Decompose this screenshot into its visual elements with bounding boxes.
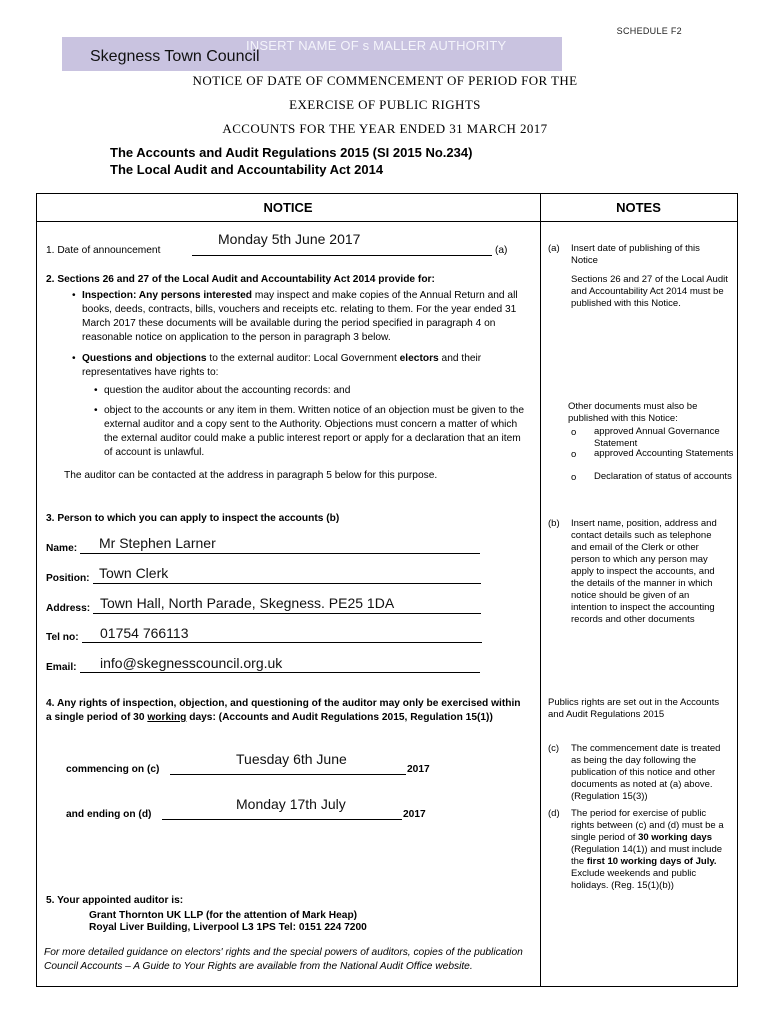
guidance-footer: For more detailed guidance on electors' rights and the special powers of auditors, copies of the publication Council Accounts – A Guide to Your Rights are available from the National Audit Office website. [44, 947, 523, 972]
auditor-name: Grant Thornton UK LLP (for the attention of Mark Heap) [89, 910, 358, 921]
item4-heading-b: days: (Accounts and Audit Regulations 2015, Regulation 15(1)) [186, 712, 493, 723]
note-doc2: approved Accounting Statements [594, 448, 734, 459]
ending-line [162, 819, 402, 820]
tel-label: Tel no: [46, 632, 79, 643]
note-d-bold1: 30 working days [638, 832, 712, 843]
authority-placeholder: INSERT NAME OF s MALLER AUTHORITY [246, 38, 507, 53]
note-doc1: approved Annual Governance Statement [594, 426, 720, 449]
tel-value[interactable]: 01754 766113 [100, 625, 189, 641]
commencing-line [170, 774, 406, 775]
note-doc3: Declaration of status of accounts [594, 471, 732, 482]
inspection-bold: Inspection: Any persons interested [82, 290, 253, 301]
bullet-icon: • [94, 405, 98, 416]
ending-date-value[interactable]: Monday 17th July [236, 796, 346, 812]
question-auditor-item [94, 384, 524, 398]
schedule-label: SCHEDULE F2 [616, 26, 682, 36]
item4-heading [46, 697, 526, 725]
note-c-tag: (c) [548, 743, 560, 754]
name-label: Name: [46, 543, 78, 554]
address-label: Address: [46, 603, 91, 614]
bullet-icon: • [94, 385, 98, 396]
ending-label: and ending on (d) [66, 809, 152, 820]
item5-heading: 5. Your appointed auditor is: [46, 895, 184, 906]
name-line [80, 553, 480, 554]
regulations-line2: The Local Audit and Accountability Act 2014 [110, 162, 384, 177]
questions-paragraph [72, 352, 530, 380]
notice-title-line3: ACCOUNTS FOR THE YEAR ENDED 31 MARCH 2017 [222, 121, 548, 136]
announcement-date-label: 1. Date of announcement [46, 245, 161, 256]
note-a-text: Insert date of publishing of this Notice [571, 243, 700, 266]
position-label: Position: [46, 573, 90, 584]
commencing-date-value[interactable]: Tuesday 6th June [236, 751, 347, 767]
column-divider [540, 193, 541, 986]
questions-bold: Questions and objections [82, 353, 207, 364]
email-value[interactable]: info@skegnesscouncil.org.uk [100, 655, 283, 671]
notes-column-header: NOTES [616, 200, 661, 215]
auditor-contact-note: The auditor can be contacted at the address in paragraph 5 below for this purpose. [64, 470, 438, 481]
announcement-date-ref: (a) [495, 245, 508, 256]
notice-title-line2: EXERCISE OF PUBLIC RIGHTS [289, 97, 481, 112]
ending-year: 2017 [403, 809, 426, 820]
commencing-year: 2017 [407, 764, 430, 775]
notice-title-line1: NOTICE OF DATE OF COMMENCEMENT OF PERIOD FOR THE [192, 73, 578, 88]
header-divider [36, 221, 737, 222]
note-d-text-a: The period for exercise of public rights between (c) and (d) must be a single period of [571, 808, 724, 843]
note-b-text: Insert name, position, address and contact details such as telephone and email of the Clerk or other person to which any person may apply to inspect the accounts, and the details of the manner in which notice should be given of an intention to inspect the accounting records and other documents [571, 518, 717, 625]
email-line [80, 672, 480, 673]
address-value[interactable]: Town Hall, North Parade, Skegness. PE25 1DA [100, 595, 395, 611]
commencing-label: commencing on (c) [66, 764, 160, 775]
email-label: Email: [46, 662, 77, 673]
note-d-text [571, 808, 731, 892]
address-line [93, 613, 481, 614]
bullet-icon: • [72, 353, 76, 364]
note-sections: Sections 26 and 27 of the Local Audit and Accountability Act 2014 must be published with this Notice. [571, 274, 728, 309]
note-public-rights: Publics rights are set out in the Accounts and Audit Regulations 2015 [548, 697, 720, 720]
position-line [93, 583, 481, 584]
object-accounts-item [94, 404, 528, 460]
name-value[interactable]: Mr Stephen Larner [99, 535, 216, 551]
auditor-address: Royal Liver Building, Liverpool L3 1PS Tel: 0151 224 7200 [89, 922, 367, 933]
doc-bullet-icon: o [571, 449, 577, 460]
inspection-text: may inspect and make copies of the Annual Return and all books, deeds, contracts, bills, vouchers and receipts etc. relating to them. For the year ended 31 March 2017 these documents will be available during the period specified in paragraph 4 on reasonable notice on application to the person in paragraph 3 below. [82, 290, 518, 343]
tel-line [82, 642, 482, 643]
note-a-tag: (a) [548, 243, 560, 254]
object-accounts-text: object to the accounts or any item in them. Written notice of an objection must be given to the external auditor and a copy sent to the Authority. Objections must concern a matter of which the external auditor could make a public interest report or apply for a declaration that an item of account is unlawful. [104, 405, 524, 458]
note-c-text: The commencement date is treated as being the day following the publication of this notice and other documents as noted at (a) above. (Regulation 15(3)) [571, 743, 721, 802]
announcement-date-value[interactable]: Monday 5th June 2017 [218, 231, 361, 247]
position-value[interactable]: Town Clerk [99, 565, 169, 581]
questions-text-a: to the external auditor: Local Government [206, 353, 400, 364]
note-d-text-b: (Regulation 14(1)) and must include the [571, 844, 723, 867]
questions-text-b: and their representatives have rights to: [82, 353, 482, 378]
notice-column-header: NOTICE [263, 200, 313, 215]
authority-name: Skegness Town Council [90, 48, 260, 65]
announcement-date-line [192, 255, 492, 256]
item2-heading: 2. Sections 26 and 27 of the Local Audit and Accountability Act 2014 provide for: [46, 274, 435, 285]
note-b-tag: (b) [548, 518, 560, 529]
regulations-line1: The Accounts and Audit Regulations 2015 (SI 2015 No.234) [110, 145, 473, 160]
bullet-icon: • [72, 290, 76, 301]
item3-heading: 3. Person to which you can apply to inspect the accounts (b) [46, 513, 340, 524]
electors-bold: electors [399, 353, 439, 364]
doc-bullet-icon: o [571, 427, 577, 438]
note-d-tag: (d) [548, 808, 560, 819]
note-d-bold2: first 10 working days of July. [586, 856, 717, 867]
note-d-text-c: Exclude weekends and public holidays. (Reg. 15(1)(b)) [571, 868, 697, 891]
item4-heading-working: working [147, 712, 187, 723]
question-auditor-text: question the auditor about the accounting records: and [104, 385, 351, 396]
item4-heading-a: 4. Any rights of inspection, objection, and questioning of the auditor may only be exercised within a single period of 30 [46, 698, 521, 723]
note-other-docs: Other documents must also be published with this Notice: [568, 401, 698, 424]
doc-bullet-icon: o [571, 472, 577, 483]
inspection-paragraph [72, 289, 530, 345]
